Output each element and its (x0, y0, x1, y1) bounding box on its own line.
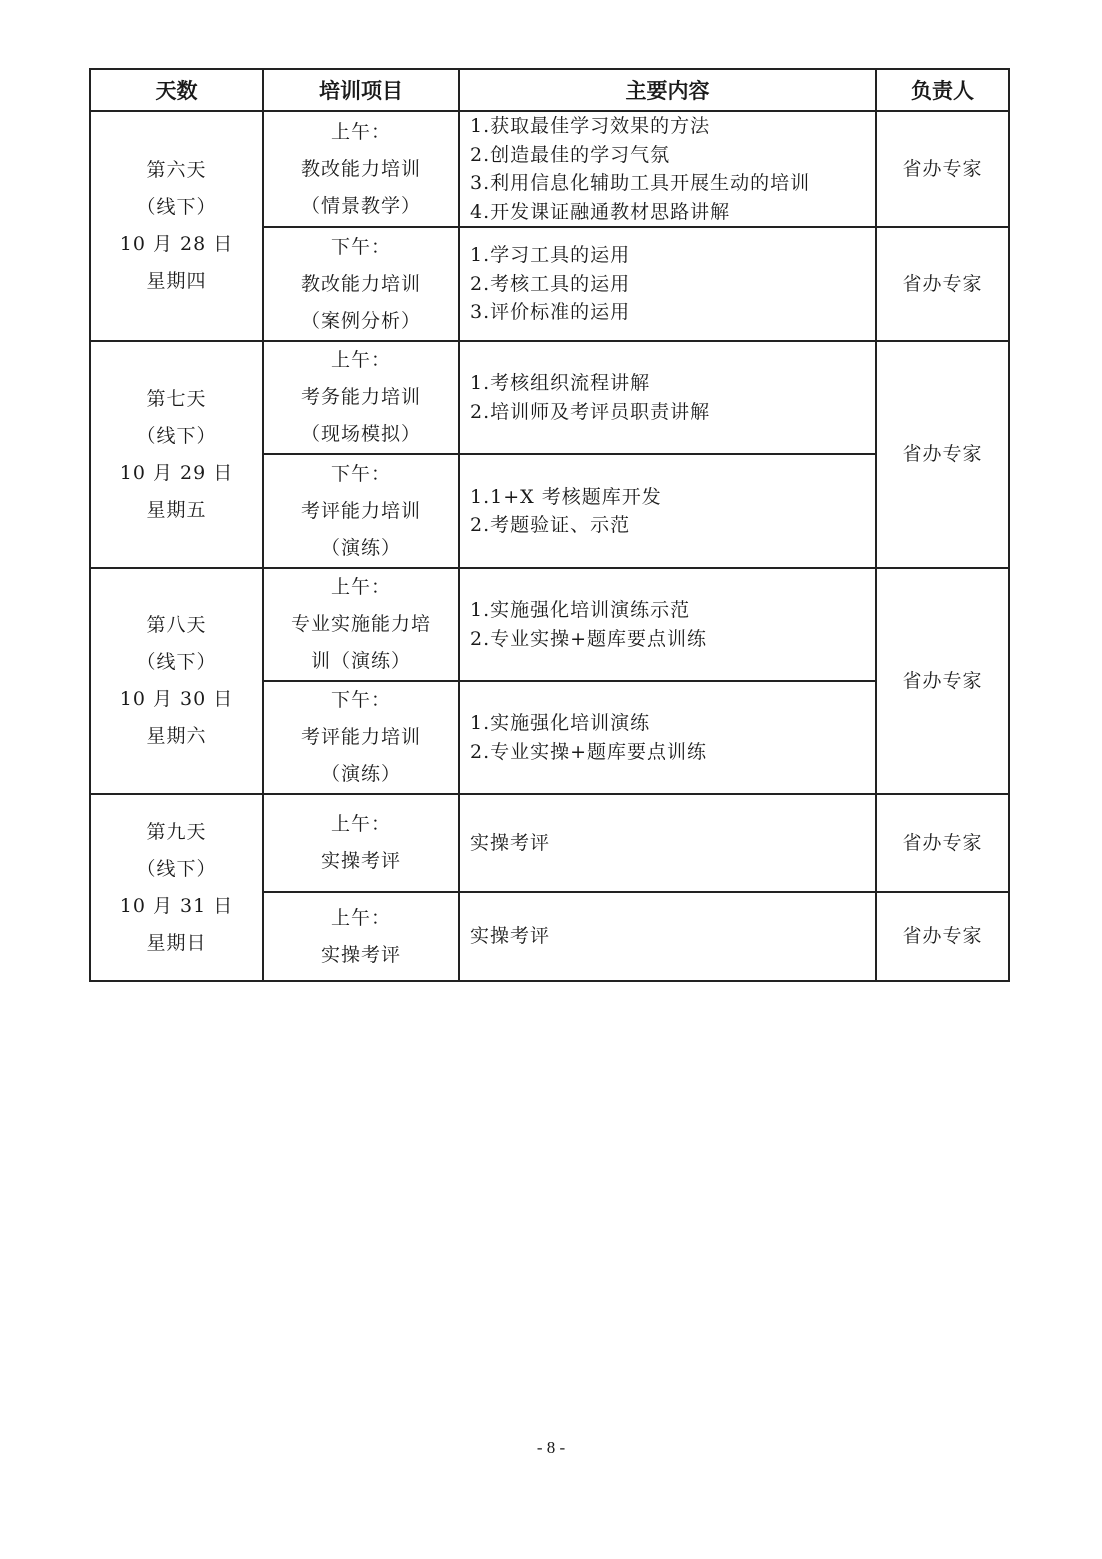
day-weekday: 星期日 (146, 931, 207, 954)
item-title: 实操考评 (320, 850, 401, 872)
day-date: 10 月 31 日 (119, 894, 234, 917)
item-subtitle: （演练） (320, 536, 401, 559)
header-owner: 负责人 (876, 69, 1009, 111)
day-mode: （线下） (136, 651, 217, 673)
content-line: 1.考核组织流程讲解 (470, 372, 651, 394)
page-number: - 8 - (536, 1438, 566, 1457)
content-cell (459, 111, 876, 227)
item-period: 上午： (330, 120, 391, 143)
owner-cell: 省办专家 (876, 892, 1009, 981)
day-cell (90, 111, 263, 341)
content-line: 1.获取最佳学习效果的方法 (470, 115, 711, 137)
content-cell (459, 681, 876, 794)
day-name: 第八天 (146, 614, 207, 636)
item-cell (263, 111, 459, 227)
content-line: 2.专业实操+题库要点训练 (470, 740, 708, 763)
item-title: 教改能力培训 (300, 272, 421, 295)
item-title: 考评能力培训 (300, 499, 421, 522)
item-subtitle: （案例分析） (300, 309, 421, 332)
content-line: 1.学习工具的运用 (470, 244, 631, 267)
item-subtitle: （情景教学） (300, 194, 421, 217)
day-weekday: 星期五 (146, 498, 207, 521)
item-subtitle: （演练） (320, 763, 401, 785)
day-name: 第九天 (146, 820, 207, 843)
content-line: 2.考题验证、示范 (470, 514, 631, 536)
item-cell (263, 681, 459, 794)
content-line: 1.实施强化培训演练示范 (470, 599, 691, 621)
item-title: 专业实施能力培 (290, 613, 431, 635)
content-cell (459, 227, 876, 341)
owner-cell: 省办专家 (876, 111, 1009, 227)
day-weekday: 星期四 (146, 270, 207, 292)
header-row (90, 69, 1009, 111)
item-subtitle: 训（演练） (310, 650, 411, 672)
table-row (90, 111, 1009, 227)
content-cell (459, 568, 876, 681)
item-period: 下午： (330, 689, 391, 711)
item-period: 下午： (330, 462, 391, 485)
content-line: 1.1+X 考核题库开发 (470, 485, 662, 508)
owner-cell: 省办专家 (876, 568, 1009, 794)
header-content: 主要内容 (459, 69, 876, 111)
day-mode: （线下） (136, 857, 217, 880)
table-row (90, 341, 1009, 454)
content-line: 2.创造最佳的学习气氛 (470, 143, 671, 166)
header-item: 培训项目 (263, 69, 459, 111)
item-title: 实操考评 (320, 943, 401, 966)
item-title: 考务能力培训 (300, 386, 421, 408)
schedule-table (89, 68, 1010, 982)
item-subtitle: （现场模拟） (300, 423, 421, 445)
day-date: 10 月 29 日 (119, 461, 234, 484)
item-cell (263, 227, 459, 341)
item-cell (263, 568, 459, 681)
content-cell (459, 794, 876, 892)
content-cell (459, 892, 876, 981)
table-row (90, 568, 1009, 681)
owner-cell: 省办专家 (876, 227, 1009, 341)
content-line: 2.考核工具的运用 (470, 272, 631, 295)
content-line: 1.实施强化培训演练 (470, 712, 651, 734)
content-cell (459, 454, 876, 568)
item-title: 考评能力培训 (300, 726, 421, 748)
item-period: 上午： (330, 576, 391, 598)
day-cell (90, 794, 263, 981)
item-cell (263, 794, 459, 892)
item-period: 上午： (330, 906, 391, 929)
day-mode: （线下） (136, 424, 217, 447)
content-line: 3.利用信息化辅助工具开展生动的培训 (470, 172, 811, 194)
item-cell (263, 892, 459, 981)
item-period: 下午： (330, 235, 391, 258)
content-line: 4.开发课证融通教材思路讲解 (470, 200, 731, 223)
day-cell (90, 568, 263, 794)
content-line: 实操考评 (470, 831, 551, 854)
day-date: 10 月 28 日 (119, 233, 234, 255)
day-name: 第七天 (146, 387, 207, 410)
day-weekday: 星期六 (146, 725, 207, 747)
item-cell (263, 454, 459, 568)
owner-cell: 省办专家 (876, 341, 1009, 568)
content-line: 实操考评 (470, 925, 551, 948)
day-cell (90, 341, 263, 568)
header-day: 天数 (90, 69, 263, 111)
item-title: 教改能力培训 (300, 157, 421, 180)
day-name: 第六天 (146, 159, 207, 181)
item-period: 上午： (330, 813, 391, 835)
content-line: 2.专业实操+题库要点训练 (470, 627, 708, 650)
content-cell (459, 341, 876, 454)
owner-cell: 省办专家 (876, 794, 1009, 892)
day-mode: （线下） (136, 196, 217, 218)
table-row (90, 794, 1009, 892)
content-line: 3.评价标准的运用 (470, 301, 631, 324)
item-cell (263, 341, 459, 454)
content-line: 2.培训师及考评员职责讲解 (470, 400, 711, 423)
item-period: 上午： (330, 349, 391, 371)
day-date: 10 月 30 日 (119, 688, 234, 710)
